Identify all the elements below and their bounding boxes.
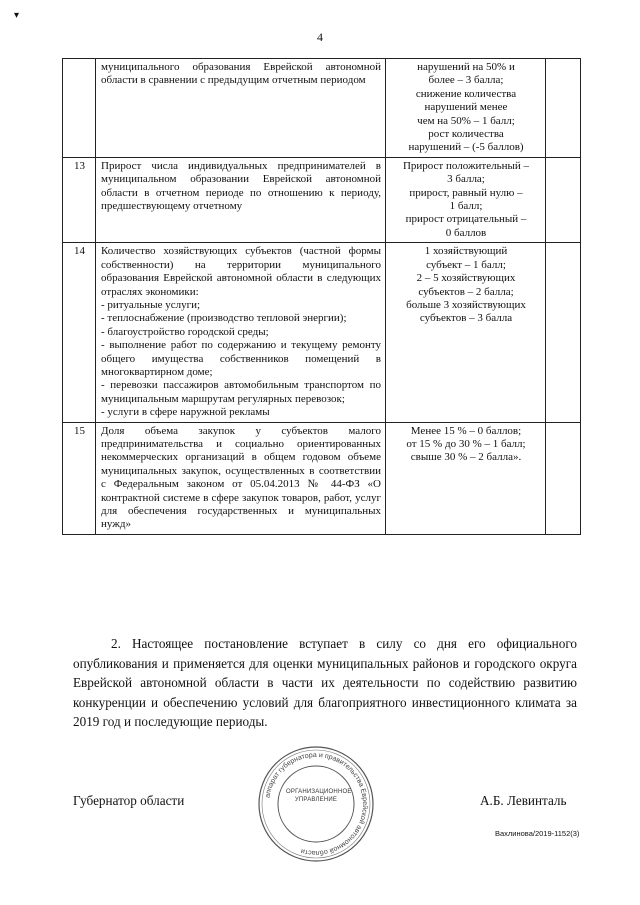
description-line: муниципального образования Еврейской автономной области в сравнении с предыдущим отчетным периодом (101, 61, 381, 87)
score-line: больше 3 хозяйствующих (406, 298, 526, 311)
corner-mark: ▾ (14, 10, 20, 21)
description-line: - перевозки пассажиров автомобильным транспортом по муниципальным маршрутам регулярных перевозок; (101, 379, 381, 405)
description-line: - ритуальные услуги; (101, 298, 201, 311)
score-line: свыше 30 % – 2 балла». (410, 451, 522, 464)
criterion-description (96, 157, 386, 242)
page-number: 4 (317, 30, 323, 44)
description-line: Доля объема закупок у субъектов малого предпринимательства и социально ориентированных некоммерческих организаций в общем годовом объеме муниципальных закупок, осуществленных в соответствии с Федеральным законом от 05.04.2013 № 44-ФЗ «О контрактной системе в сфере закупок товаров, работ, услуг для обеспечения государственных и муниципальных нужд» (101, 424, 381, 531)
score-line: более – 3 балла; (428, 74, 504, 87)
score-line: рост количества (428, 128, 504, 141)
criterion-description (96, 422, 386, 534)
criteria-table (62, 58, 581, 535)
table-row (63, 157, 581, 242)
score-line: 1 хозяйствующий (424, 245, 508, 258)
description-line: Прирост числа индивидуальных предпринимателей в муниципальном образовании Еврейской автономной области в отчетном периоде по отношению к периоду, предшествующему отчетному (101, 159, 381, 213)
score-line: прирост, равный нулю – (409, 186, 523, 199)
row-number: 15 (63, 422, 96, 534)
empty-cell (546, 243, 581, 422)
row-number (63, 59, 96, 158)
score-line: субъектов – 2 балла; (418, 285, 514, 298)
criterion-description (96, 59, 386, 158)
empty-cell (546, 59, 581, 158)
score-line: нарушений – (-5 баллов) (408, 141, 524, 154)
description-line: - благоустройство городской среды; (101, 325, 269, 338)
table-row (63, 243, 581, 422)
scoring-rules (386, 59, 546, 158)
score-line: снижение количества (415, 87, 517, 100)
official-stamp (256, 744, 376, 864)
table-row (63, 59, 581, 158)
svg-text:аппарат губернатора и правител: аппарат губернатора и правительства Еврейской автономной области (264, 751, 369, 857)
empty-cell (546, 422, 581, 534)
scoring-rules (386, 157, 546, 242)
score-line: субъектов – 3 балла (419, 312, 513, 325)
table-row (63, 422, 581, 534)
score-line: нарушений менее (424, 101, 508, 114)
clause-2-paragraph: 2. Настоящее постановление вступает в силу со дня его официального опубликования и применяется для оценки муниципальных районов и городского округа Еврейской автономной области в части их деятельности по содействию развитию конкуренции и обеспечению условий для благоприятного инвестиционного климата за 2019 год и последующие периоды. (73, 636, 577, 729)
score-line: прирост отрицательный – (405, 213, 527, 226)
document-reference: Вахлинова/2019-1152(3) (495, 829, 580, 838)
stamp-graphic (256, 744, 376, 864)
description-line: Количество хозяйствующих субъектов (частной формы собственности) на территории муниципального образования Еврейской автономной области в следующих отраслях экономики: (101, 245, 381, 298)
stamp-center-text: ОРГАНИЗАЦИОННОЕ УПРАВЛЕНИЕ (286, 789, 352, 803)
description-line: - теплоснабжение (производство тепловой энергии); (101, 312, 347, 325)
score-line: 3 балла; (447, 173, 485, 186)
signatory-name: А.Б. Левинталь (480, 793, 567, 808)
row-number: 13 (63, 157, 96, 242)
score-line: 0 баллов (445, 226, 487, 239)
signatory-position: Губернатор области (73, 793, 185, 808)
description-line: - услуги в сфере наружной рекламы (101, 406, 270, 419)
score-line: 1 балл; (449, 200, 483, 213)
score-line: субъект – 1 балл; (426, 258, 506, 271)
scoring-rules (386, 243, 546, 422)
criterion-description (96, 243, 386, 422)
score-line: 2 – 5 хозяйствующих (416, 272, 516, 285)
score-line: Прирост положительный – (402, 159, 530, 172)
scoring-rules (386, 422, 546, 534)
score-line: Менее 15 % – 0 баллов; (410, 424, 522, 437)
description-line: - выполнение работ по содержанию и текущему ремонту общего имущества собственников помещений в многоквартирном доме; (101, 339, 381, 378)
row-number: 14 (63, 243, 96, 422)
score-line: от 15 % до 30 % – 1 балл; (406, 437, 526, 450)
empty-cell (546, 157, 581, 242)
score-line: чем на 50% – 1 балл; (417, 114, 515, 127)
score-line: нарушений на 50% и (417, 61, 515, 73)
